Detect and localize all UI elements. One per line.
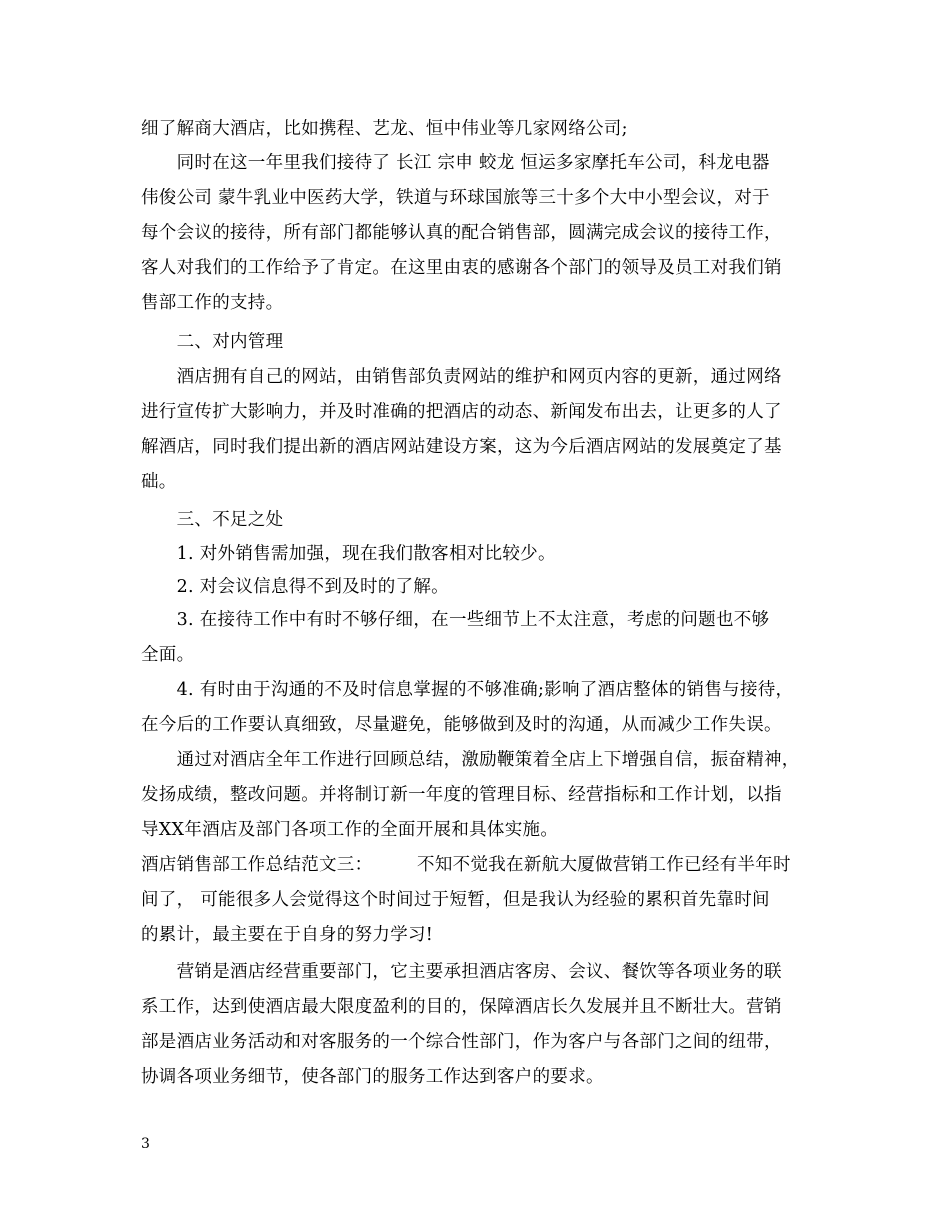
text-line: 营销是酒店经营重要部门，它主要承担酒店客房、会议、餐饮等各项业务的联 (141, 962, 782, 982)
list-item: 1. 对外销售需加强，现在我们散客相对比较少。 (141, 544, 556, 564)
text-line: 系工作，达到使酒店最大限度盈利的目的，保障酒店长久发展并且不断壮大。营销 (141, 997, 782, 1017)
text-line: 解酒店，同时我们提出新的酒店网站建设方案，这为今后酒店网站的发展奠定了基 (141, 437, 782, 457)
section-heading: 三、不足之处 (141, 510, 284, 530)
text-line: 在今后的工作要认真细致，尽量避免，能够做到及时的沟通，从而减少工作失误。 (141, 715, 782, 735)
text-line: 同时在这一年里我们接待了 长江 宗申 蛟龙 恒运多家摩托车公司，科龙电器 (141, 153, 770, 173)
text-line: 的累计，最主要在于自身的努力学习! (141, 925, 434, 945)
text-line: 协调各项业务细节，使各部门的服务工作达到客户的要求。 (141, 1067, 604, 1087)
list-item: 3. 在接待工作中有时不够仔细，在一些细节上不太注意，考虑的问题也不够 (141, 610, 770, 630)
list-item: 4. 有时由于沟通的不及时信息掌握的不够准确;影响了酒店整体的销售与接待， (141, 680, 794, 700)
text-line: 间了， 可能很多人会觉得这个时间过于短暂，但是我认为经验的累积首先靠时间 (141, 890, 770, 910)
text-line: 全面。 (141, 645, 195, 665)
text-line: 发扬成绩，整改问题。并将制订新一年度的管理目标、经营指标和工作计划，以指 (141, 785, 782, 805)
page-number: 3 (141, 1136, 150, 1152)
text-line: 细了解商大酒店，比如携程、艺龙、恒中伟业等几家网络公司; (141, 119, 628, 139)
section-heading: 二、对内管理 (141, 332, 284, 352)
text-line: 通过对酒店全年工作进行回顾总结，激励鞭策着全店上下增强自信，振奋精神， (141, 750, 800, 770)
list-item: 2. 对会议信息得不到及时的了解。 (141, 577, 449, 597)
text-line: 础。 (141, 472, 177, 492)
text-line: 导XX年酒店及部门各项工作的全面开展和具体实施。 (141, 820, 559, 840)
text-line: 伟俊公司 蒙牛乳业中医药大学，铁道与环球国旅等三十多个大中小型会议，对于 (141, 188, 770, 208)
text-line: 客人对我们的工作给予了肯定。在这里由衷的感谢各个部门的领导及员工对我们销 (141, 258, 782, 278)
text-line: 进行宣传扩大影响力，并及时准确的把酒店的动态、新闻发布出去，让更多的人了 (141, 402, 782, 422)
text-line: 酒店销售部工作总结范文三： 不知不觉我在新航大厦做营销工作已经有半年时 (141, 855, 791, 875)
text-line: 售部工作的支持。 (141, 293, 284, 313)
text-line: 部是酒店业务活动和对客服务的一个综合性部门，作为客户与各部门之间的纽带， (141, 1032, 782, 1052)
text-line: 酒店拥有自己的网站，由销售部负责网站的维护和网页内容的更新，通过网络 (141, 367, 782, 387)
text-line: 每个会议的接待，所有部门都能够认真的配合销售部，圆满完成会议的接待工作， (141, 223, 782, 243)
